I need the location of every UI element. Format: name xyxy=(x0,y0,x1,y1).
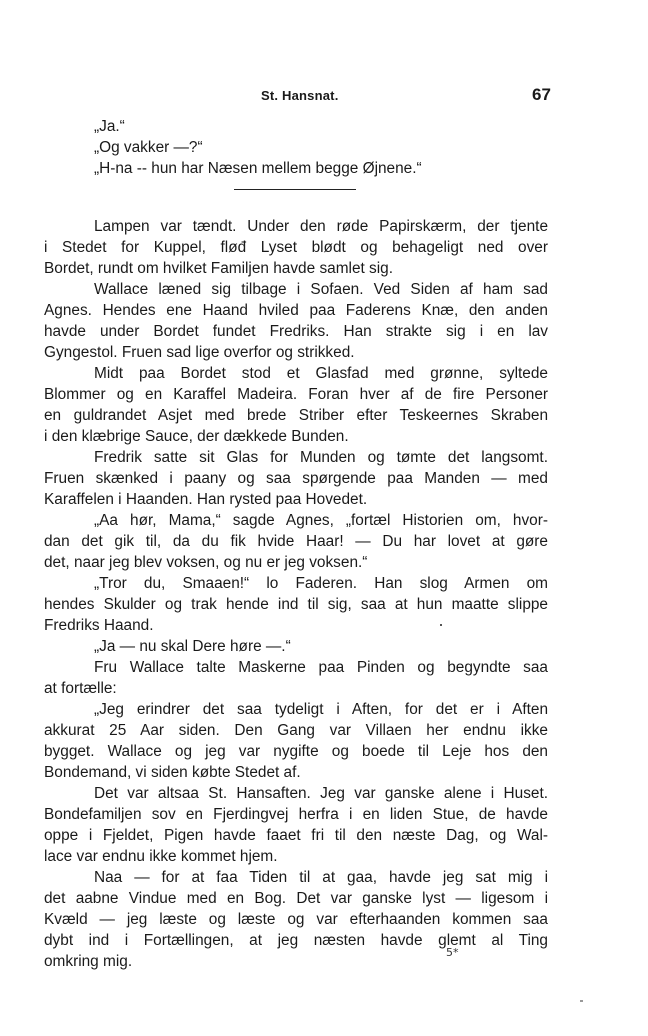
text-line: Kvæld — jeg læste og læste og var efterhaanden kommen saa xyxy=(44,911,548,928)
section-divider xyxy=(234,189,356,190)
running-title: St. Hansnat. xyxy=(261,88,339,103)
running-head xyxy=(0,86,648,110)
text-line: Bondefamiljen sov en Fjerdingvej herfra i en liden Stue, de havde xyxy=(44,806,548,823)
body-text xyxy=(44,116,548,972)
text-line: Gyngestol. Fruen sad lige overfor og strikked. xyxy=(44,344,355,361)
text-line: det, naar jeg blev voksen, og nu er jeg voksen.“ xyxy=(44,554,368,571)
text-line: Fru Wallace talte Maskerne paa Pinden og begyndte saa xyxy=(94,659,548,676)
text-line: omkring mig. xyxy=(44,953,133,970)
text-line: Naa — for at faa Tiden til at gaa, havde jeg sat mig i xyxy=(94,869,548,886)
text-line: lace var endnu ikke kommet hjem. xyxy=(44,848,278,865)
text-line: en guldrandet Asjet med brede Striber efter Teskeernes Skraben xyxy=(44,407,548,424)
text-line: Wallace læned sig tilbage i Sofaen. Ved Siden af ham sad xyxy=(94,281,548,298)
text-line: Agnes. Hendes ene Haand hviled paa Faderens Knæ, den anden xyxy=(44,302,548,319)
text-line: „Aa hør, Mama,“ sagde Agnes, „fortæl Historien om, hvor- xyxy=(94,512,548,529)
text-line: Fredriks Haand. xyxy=(44,617,154,634)
text-line: dybt ind i Fortællingen, at jeg næsten havde glemt al Ting xyxy=(44,932,548,949)
text-line: dan det gik til, da du fik hvide Haar! — Du har lovet at gøre xyxy=(44,533,548,550)
print-speck xyxy=(580,1000,583,1002)
dialogue-line: „H-na -- hun har Næsen mellem begge Øjnene.“ xyxy=(94,160,422,177)
text-line: Fredrik satte sit Glas for Munden og tømte det langsomt. xyxy=(94,449,548,466)
text-line: oppe i Fjeldet, Pigen havde faaet fri til den næste Dag, og Wal- xyxy=(44,827,548,844)
text-line: havde under Bordet fundet Fredriks. Han strakte sig i en lav xyxy=(44,323,548,340)
text-line: Karaffelen i Haanden. Han rysted paa Hovedet. xyxy=(44,491,368,508)
text-line: Fruen skænked i paany og saa spørgende paa Manden — med xyxy=(44,470,548,487)
section-gap xyxy=(44,179,548,216)
dialogue-line: „Og vakker —?“ xyxy=(94,139,203,156)
text-line: hendes Skulder og trak hende ind til sig, saa at hun maatte slippe xyxy=(44,596,548,613)
text-line: „Tror du, Smaaen!“ lo Faderen. Han slog Armen om xyxy=(94,575,548,592)
text-line: „Ja — nu skal Dere høre —.“ xyxy=(94,638,291,655)
text-line: Midt paa Bordet stod et Glasfad med grønne, syltede xyxy=(94,365,548,382)
dialogue-line: „Ja.“ xyxy=(94,118,125,135)
print-speck xyxy=(440,624,442,626)
text-line: Lampen var tændt. Under den røde Papirskærm, der tjente xyxy=(94,218,548,235)
text-line: Bondemand, vi siden købte Stedet af. xyxy=(44,764,301,781)
text-line: i Stedet for Kuppel, fløđ Lyset blødt og behageligt ned over xyxy=(44,239,548,256)
text-line: Bordet, rundt om hvilket Familjen havde samlet sig. xyxy=(44,260,394,277)
text-line: Blommer og en Karaffel Madeira. Foran hver af de fire Personer xyxy=(44,386,548,403)
text-line: akkurat 25 Aar siden. Den Gang var Villaen her endnu ikke xyxy=(44,722,548,739)
signature-mark: 5* xyxy=(446,946,459,959)
text-line: Det var altsaa St. Hansaften. Jeg var ganske alene i Huset. xyxy=(94,785,548,802)
text-line: at fortælle: xyxy=(44,680,117,697)
page-number: 67 xyxy=(532,85,551,104)
text-line: det aabne Vindue med en Bog. Det var ganske lyst — ligesom i xyxy=(44,890,548,907)
text-line: bygget. Wallace og jeg var nygifte og boede til Leje hos den xyxy=(44,743,548,760)
text-line: i den klæbrige Sauce, der dækkede Bunden. xyxy=(44,428,349,445)
text-line: „Jeg erindrer det saa tydeligt i Aften, for det er i Aften xyxy=(94,701,548,718)
